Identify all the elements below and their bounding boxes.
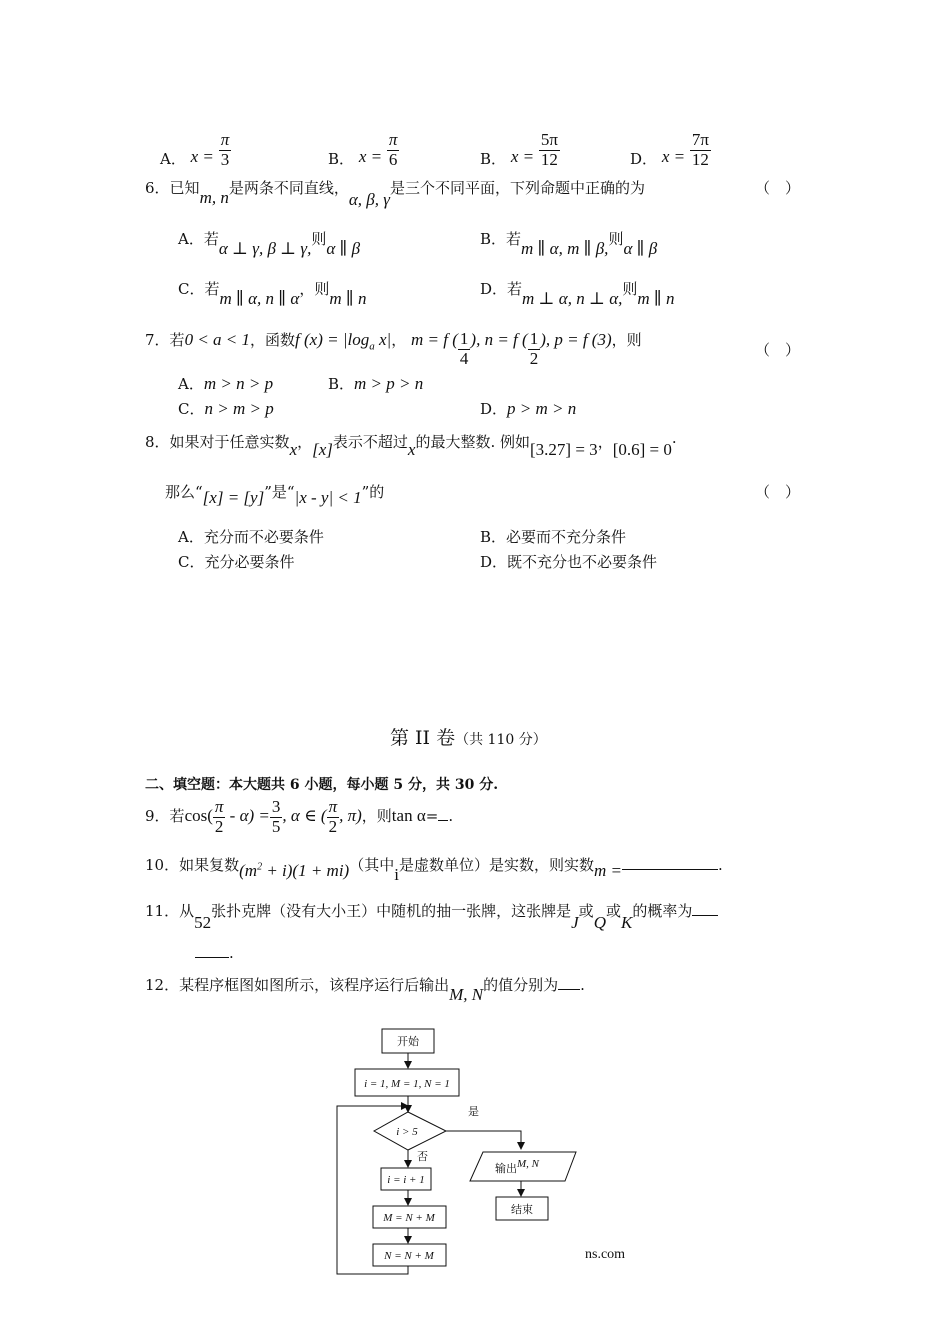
q5-b2-label: B． <box>480 150 507 169</box>
q5-b2-lhs: x = <box>510 147 535 167</box>
q8-option-c: C．充分必要条件 <box>178 553 295 571</box>
flowchart-init-label: i = 1, M = 1, N = 1 <box>364 1078 450 1090</box>
q6-d-then: 则 <box>622 280 638 298</box>
q7-func-sub: a <box>369 340 375 353</box>
q6-d-label: D．若 <box>480 280 523 298</box>
q9-eq: = <box>425 807 439 826</box>
q7-m-den: 4 <box>459 348 469 368</box>
q7-paren: （ ） <box>755 341 801 359</box>
flowchart-cond-label: i > 5 <box>396 1126 418 1138</box>
q8-pre: 如果对于任意实数 <box>169 433 290 451</box>
q11-q: Q <box>593 913 606 932</box>
q5-b2-den: 12 <box>540 149 558 169</box>
q10-expr-2: + i)(1 + mi) <box>262 861 350 880</box>
flowchart-output-vars: M, N <box>517 1158 539 1170</box>
q8-option-b: B．必要而不充分条件 <box>480 528 627 546</box>
q8-var-x: x <box>289 440 298 459</box>
q6-c-cond: m ∥ α, n ∥ α <box>219 289 300 308</box>
flowchart-output-label: 输出 <box>495 1163 517 1175</box>
q6-vars: m, n <box>199 188 229 207</box>
q7-a-label: A． <box>178 375 204 393</box>
q6-a-res: α ∥ β <box>326 239 361 258</box>
q7-comma: ， <box>391 331 407 350</box>
q8-example-2: [0.6] = 0 <box>612 440 672 459</box>
q5-d-lhs: x = <box>661 147 686 167</box>
q12-post: 的值分别为 <box>483 976 559 994</box>
flowchart-yes-line <box>446 1131 521 1149</box>
q5-a-den: 3 <box>220 149 230 169</box>
flowchart-end-label: 结束 <box>511 1204 533 1216</box>
q7-c-value: n > m > p <box>204 399 274 418</box>
q7-n-num: 1 <box>529 329 539 348</box>
q8-var-x2: x <box>407 440 416 459</box>
q6-b-label: B．若 <box>480 230 522 248</box>
q8-mid: 表示不超过 <box>332 433 408 451</box>
q8-option-a: A．充分而不必要条件 <box>178 528 324 546</box>
q11-number: 11． <box>145 902 180 920</box>
q6-post: 是三个不同平面，下列命题中正确的为 <box>389 179 645 197</box>
q12-pre: 某程序框图如图所示，该程序运行后输出 <box>179 976 450 994</box>
section-title-sub: （共 110 分） <box>455 732 547 748</box>
q11-j: J <box>571 913 579 932</box>
q8-line2-post: ”的 <box>361 483 385 501</box>
q9-post: ，则 <box>361 807 392 826</box>
q10-m: m = <box>593 861 622 880</box>
q5-b2-num: 5π <box>540 130 558 149</box>
q10-mid: （其中 <box>349 856 395 874</box>
q8-comma-2: ， <box>597 433 613 451</box>
q11-mid: 张扑克牌（没有大小王）中随机的抽一张牌，这张牌是 <box>211 902 572 920</box>
q6-c-res: m ∥ n <box>329 289 367 308</box>
q6-d-res: m ∥ n <box>637 289 675 308</box>
q7-a-value: m > n > p <box>203 374 274 393</box>
q6-b-then: 则 <box>608 230 624 248</box>
q6-number: 6． <box>145 179 170 197</box>
watermark-text: ns.com <box>585 1247 626 1262</box>
q5-b1-lhs: x = <box>358 147 383 167</box>
q7-d-label: D． <box>480 400 508 418</box>
q7-n-den: 2 <box>529 348 539 368</box>
q7-n-def: ), n = f ( <box>470 330 528 350</box>
q10-number: 10． <box>145 856 180 874</box>
q9-in: , α ∈ ( <box>282 806 327 826</box>
q12-vars: M, N <box>449 985 484 1004</box>
q8-line2-pre: 那么“ <box>165 483 203 501</box>
q7-pre: 若 <box>169 331 185 350</box>
flowchart-start-label: 开始 <box>397 1036 419 1048</box>
q11-k: K <box>620 913 633 932</box>
q10-tail: . <box>717 856 723 874</box>
q9-pre: 若 <box>169 807 185 826</box>
q7-m-num: 1 <box>459 329 469 348</box>
q7-p-def: ), p = f (3) <box>540 330 612 350</box>
q10-pre: 如果复数 <box>179 856 240 874</box>
q7-b-label: B． <box>328 375 355 393</box>
flowchart-step1-label: i = i + 1 <box>387 1174 425 1186</box>
q9-end: , π) <box>339 806 362 826</box>
q11-post: 的概率为 <box>632 902 693 920</box>
q5-a-num: π <box>220 130 230 149</box>
q8-dot: · <box>671 433 677 451</box>
q9-tan: tan α <box>391 806 426 826</box>
q9-num-3: π <box>328 797 338 816</box>
q8-example-1: [3.27] = 3 <box>530 440 598 459</box>
q7-func-main: f (x) = |log <box>295 330 370 350</box>
section-heading: 二、填空题：本大题共 6 小题，每小题 5 分，共 30 分. <box>145 777 499 793</box>
flowchart-step2-label: M = N + M <box>383 1212 435 1224</box>
q10-expr-1: (m <box>239 861 258 880</box>
q9-minus: - α) = <box>225 806 270 826</box>
q11-or-2: 或 <box>605 902 621 920</box>
q9-num-1: π <box>214 797 224 816</box>
q6-d-cond: m ⊥ α, n ⊥ α, <box>522 289 623 308</box>
q8-floor-x: [x] <box>312 440 333 459</box>
section-title-main: 第 II 卷 <box>390 727 456 749</box>
q11-or-1: 或 <box>578 902 594 920</box>
q6-b-cond: m ∥ α, m ∥ β, <box>521 239 609 258</box>
q8-number: 8． <box>145 433 170 451</box>
q10-post: 是虚数单位）是实数，则实数 <box>398 856 594 874</box>
q6-mid: 是两条不同直线， <box>228 179 349 197</box>
q7-m-def: m = f ( <box>411 330 458 350</box>
q7-number: 7． <box>145 331 170 350</box>
q7-post: ，则 <box>611 331 642 350</box>
q6-paren: （ ） <box>755 179 801 197</box>
q11-n52: 52 <box>194 913 212 932</box>
q10-i: i <box>394 865 399 884</box>
q9-den-3: 2 <box>328 816 338 836</box>
q7-b-value: m > p > n <box>354 374 424 393</box>
q8-comma-1: ， <box>297 433 313 451</box>
q8-line2-eq: [x] = [y] <box>202 488 265 507</box>
q5-d-den: 12 <box>691 149 709 169</box>
q8-line2-mid: ”是“ <box>264 483 295 501</box>
q6-a-cond: α ⊥ γ, β ⊥ γ, <box>218 239 312 258</box>
q5-d-label: D． <box>630 150 658 169</box>
q8-post: 的最大整数. 例如 <box>415 433 531 451</box>
q7-func-end: x| <box>374 330 392 350</box>
q5-b1-den: 6 <box>388 149 398 169</box>
q5-a-label: A． <box>160 150 186 169</box>
q7-d-value: p > m > n <box>507 399 577 418</box>
flowchart-yes-label: 是 <box>468 1106 479 1118</box>
q11-pre: 从 <box>179 902 195 920</box>
flowchart-step3-label: N = N + M <box>384 1250 434 1262</box>
q9-den-1: 2 <box>214 816 224 836</box>
q10-sup: 2 <box>257 861 263 873</box>
q9-num-2: 3 <box>271 797 281 816</box>
q7-c-label: C． <box>178 400 205 418</box>
q6-a-then: 则 <box>311 230 327 248</box>
q7-cond: 0 < a < 1 <box>184 330 251 350</box>
q11-line2-tail: . <box>229 944 234 962</box>
q8-paren: （ ） <box>755 483 801 501</box>
q9-den-2: 5 <box>271 816 281 836</box>
q5-a-lhs: x = <box>190 147 214 167</box>
q6-pre: 已知 <box>169 179 200 197</box>
q12-number: 12． <box>145 976 180 994</box>
q5-b1-num: π <box>388 130 398 149</box>
q6-c-then: ，则 <box>299 280 330 298</box>
q5-b1-label: B． <box>328 150 355 169</box>
q7-mid: ，函数 <box>250 331 296 350</box>
q8-line2-ineq: |x - y| < 1 <box>294 488 362 507</box>
q6-planes: α, β, γ <box>348 190 390 209</box>
q8-option-d: D．既不充分也不必要条件 <box>480 553 658 571</box>
flowchart-no-label: 否 <box>417 1151 428 1163</box>
q12-tail: . <box>580 976 585 994</box>
q5-d-num: 7π <box>691 130 709 149</box>
q9-cos: cos( <box>184 806 213 826</box>
q9-number: 9． <box>145 807 170 826</box>
q6-c-label: C．若 <box>178 280 220 298</box>
q6-b-res: α ∥ β <box>623 239 658 258</box>
q6-a-label: A．若 <box>178 230 219 248</box>
q9-tail: . <box>448 807 454 826</box>
